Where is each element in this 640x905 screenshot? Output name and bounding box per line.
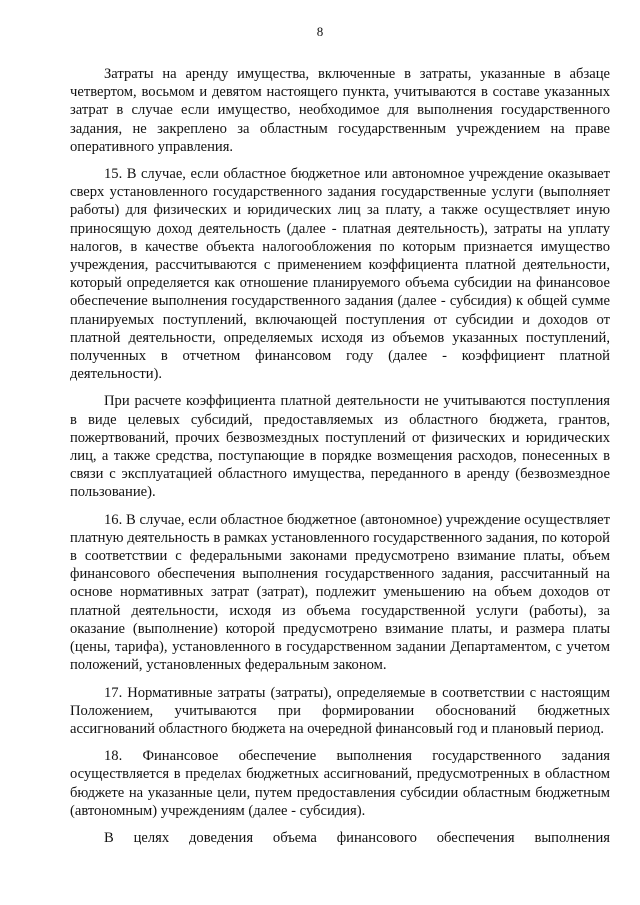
document-body — [70, 65, 610, 847]
paragraph-rent-costs: Затраты на аренду имущества, включенные в затраты, указанные в абзаце четвертом, восьмом и девятом настоящего пункта, учитываются в составе указанных затрат в случае если имущество, необходимое для выполнения государственного задания, не закреплено за областным государственным учреждением на праве оперативного управления. — [70, 66, 610, 155]
paragraph-coefficient-calculation: При расчете коэффициента платной деятельности не учитываются поступления в виде целевых субсидий, предоставляемых из областного бюджета, грантов, пожертвований, прочих безвозмездных поступлений от физических и юридических лиц, а также средства, поступающие в порядке возмещения расходов, понесенных в связи с эксплуатацией областного имущества, переданного в аренду (безвозмездное пользование). — [70, 393, 610, 501]
paragraph-15: 15. В случае, если областное бюджетное или автономное учреждение оказывает сверх установленного государственного задания государственные услуги (выполняет работы) для физических и юридических лиц за плату, а также осуществляет иную приносящую доход деятельность (далее - платная деятельность), затраты на уплату налогов, в качестве объекта налогообложения по которым признается имущество учреждения, рассчитываются с применением коэффициента платной деятельности, который определяется как отношение планируемого объема субсидии на финансовое обеспечение выполнения государственного задания (далее - субсидия) к общей сумме планируемых поступлений, включающей поступления от субсидии и доходов от платной деятельности, определяемых исходя из объемов указанных поступлений, полученных в отчетном финансовом году (далее - коэффициент платной деятельности). — [70, 166, 610, 383]
paragraph-continued: В целях доведения объема финансового обеспечения выполнения — [104, 829, 610, 846]
page-number: 8 — [316, 24, 324, 39]
paragraph-16: 16. В случае, если областное бюджетное (автономное) учреждение осуществляет платную деятельность в рамках установленного государственного задания, по которой в соответствии с федеральными законами предусмотрено взимание платы, объем финансового обеспечения выполнения государственного задания, рассчитанный на основе нормативных затрат (затрат), подлежит уменьшению на объем доходов от платной деятельности, исходя из объема государственной услуги (работы), за оказание (выполнение) которой предусмотрено взимание платы, и размера платы (цены, тарифа), установленного в государственном задании Департаментом, с учетом положений, установленных федеральным законом. — [70, 511, 610, 674]
paragraph-18: 18. Финансовое обеспечение выполнения государственного задания осуществляется в пределах бюджетных ассигнований, предусмотренных в областном бюджете на указанные цели, путем предоставления субсидии областным бюджетным (автономным) учреждениям (далее - субсидия). — [70, 748, 610, 819]
paragraph-17: 17. Нормативные затраты (затраты), определяемые в соответствии с настоящим Положением, учитываются при формировании обоснований бюджетных ассигнований областного бюджета на очередной финансовый год и плановый период. — [70, 684, 610, 737]
